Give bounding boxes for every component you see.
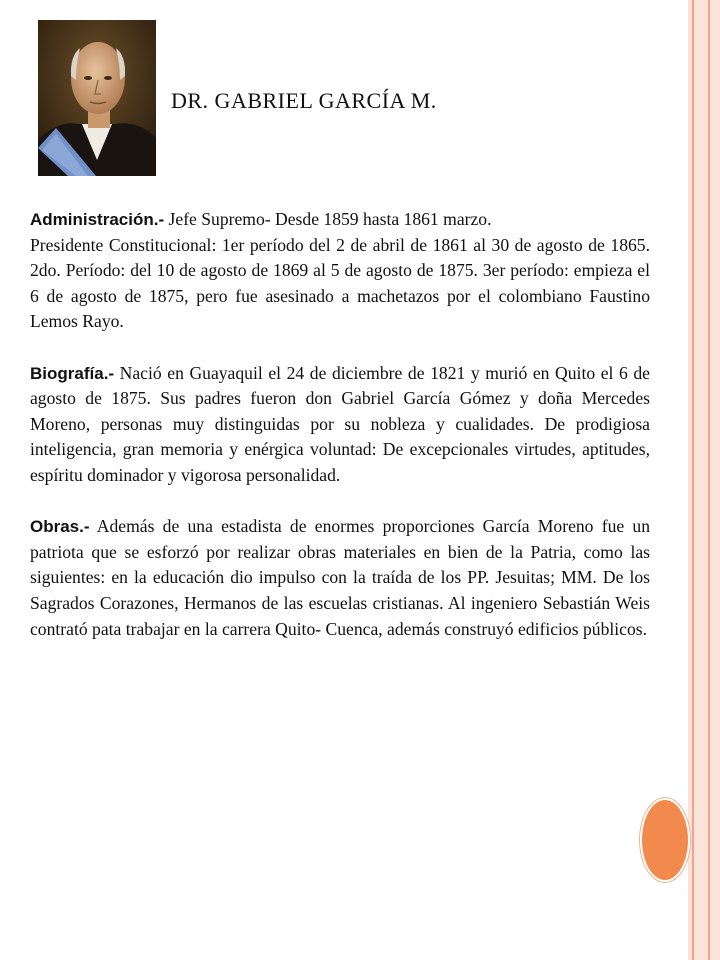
- portrait-illustration: [38, 20, 156, 176]
- obras-label: Obras: [30, 517, 80, 537]
- administracion-label: Administración: [30, 210, 154, 229]
- page-title: DR. GABRIEL GARCÍA M.: [171, 88, 437, 113]
- obras-separator: .-: [79, 517, 90, 537]
- biografia-separator: .-: [103, 363, 115, 383]
- orange-oval-decoration: [640, 798, 690, 882]
- obras-text: Además de una estadista de enormes proporciones García Moreno fue un patriota que se esforzó por realizar obras materiales en bien de la Patria, como las siguientes: en la educación dio impulso con la traída de los PP. Jesuitas; MM. De los Sagrados Corazones, Hermanos de las escuelas cristianas. Al ingeniero Sebastián Weis contrató pata trabajar en la carrera Quito- Cuenca, además construyó edificios públicos.: [30, 516, 650, 639]
- biografia-paragraph: [30, 361, 650, 489]
- administracion-paragraph: [30, 207, 650, 233]
- right-decorative-border: [688, 0, 720, 960]
- administracion-paragraph-2: Presidente Constitucional: 1er período del 2 de abril de 1861 al 30 de agosto de 1865. 2do. Período: del 10 de agosto de 1869 al 5 de agosto de 1875. 3er período: empieza el 6 de agosto de 1875, pero fue asesinado a machetazos por el colombiano Faustino Lemos Rayo.: [30, 234, 650, 332]
- portrait-image: [38, 20, 156, 176]
- body-text: [30, 207, 650, 642]
- obras-paragraph: [30, 514, 650, 642]
- border-stripe: [708, 0, 710, 960]
- biografia-text: Nació en Guayaquil el 24 de diciembre de 1821 y murió en Quito el 6 de agosto de 1875. Sus padres fueron don Gabriel García Gómez y doña Mercedes Moreno, personas muy distinguidas por su nobleza y cualidades. De prodigiosa inteligencia, gran memoria y enérgica voluntad: De excepcionales virtudes, aptitudes, espíritu dominador y vigorosa personalidad.: [30, 362, 650, 485]
- administracion-separator: .-: [153, 210, 165, 229]
- biografia-label: Biografía: [30, 363, 104, 383]
- border-stripe: [692, 0, 694, 960]
- administracion-text: Jefe Supremo- Desde 1859 hasta 1861 marzo.: [164, 209, 492, 229]
